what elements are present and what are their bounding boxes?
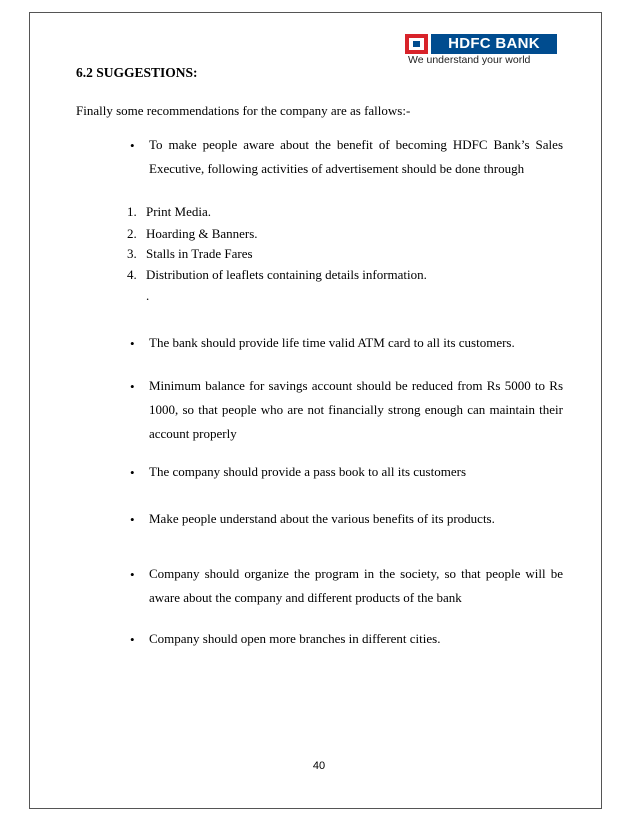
list-number: 2. [127,226,137,241]
bullet-icon: • [130,465,135,480]
bullet-icon: • [130,138,135,153]
list-item: Hoarding & Banners. [146,226,258,241]
list-number: 1. [127,204,137,219]
bullet-item: The bank should provide life time valid ATM card to all its customers. [149,335,515,350]
section-heading: 6.2 SUGGESTIONS: [76,65,198,80]
hdfc-bank-logo [405,34,557,66]
stray-period: . [146,288,150,303]
bullet-item: Make people understand about the various benefits of its products. [149,511,495,526]
list-item: Print Media. [146,204,211,219]
bullet-item: To make people aware about the benefit of becoming HDFC Bank’s Sales Executive, following activities of advertisement should be done through [149,137,563,176]
list-item: Distribution of leaflets containing details information. [146,267,427,282]
bullet-item: Minimum balance for savings account should be reduced from Rs 5000 to Rs 1000, so that people who are not financially strong enough can maintain their account properly [149,378,563,441]
bullet-icon: • [130,567,135,582]
list-item: Stalls in Trade Fares [146,246,253,261]
list-number: 3. [127,246,137,261]
page-number: 40 [312,760,326,772]
bullet-icon: • [130,632,135,647]
bullet-icon: • [130,379,135,394]
hdfc-logo-mark-icon [405,34,428,54]
bullet-item: Company should organize the program in the society, so that people will be aware about the company and different products of the bank [149,566,563,605]
bullet-icon: • [130,512,135,527]
bullet-item: The company should provide a pass book to all its customers [149,464,467,479]
list-number: 4. [127,267,137,282]
intro-paragraph: Finally some recommendations for the company are as fallows:- [76,103,411,118]
bullet-item: Company should open more branches in different cities. [149,631,441,646]
logo-bank-name: HDFC BANK [431,34,557,54]
bullet-icon: • [130,336,135,351]
logo-tagline: We understand your world [408,54,531,66]
